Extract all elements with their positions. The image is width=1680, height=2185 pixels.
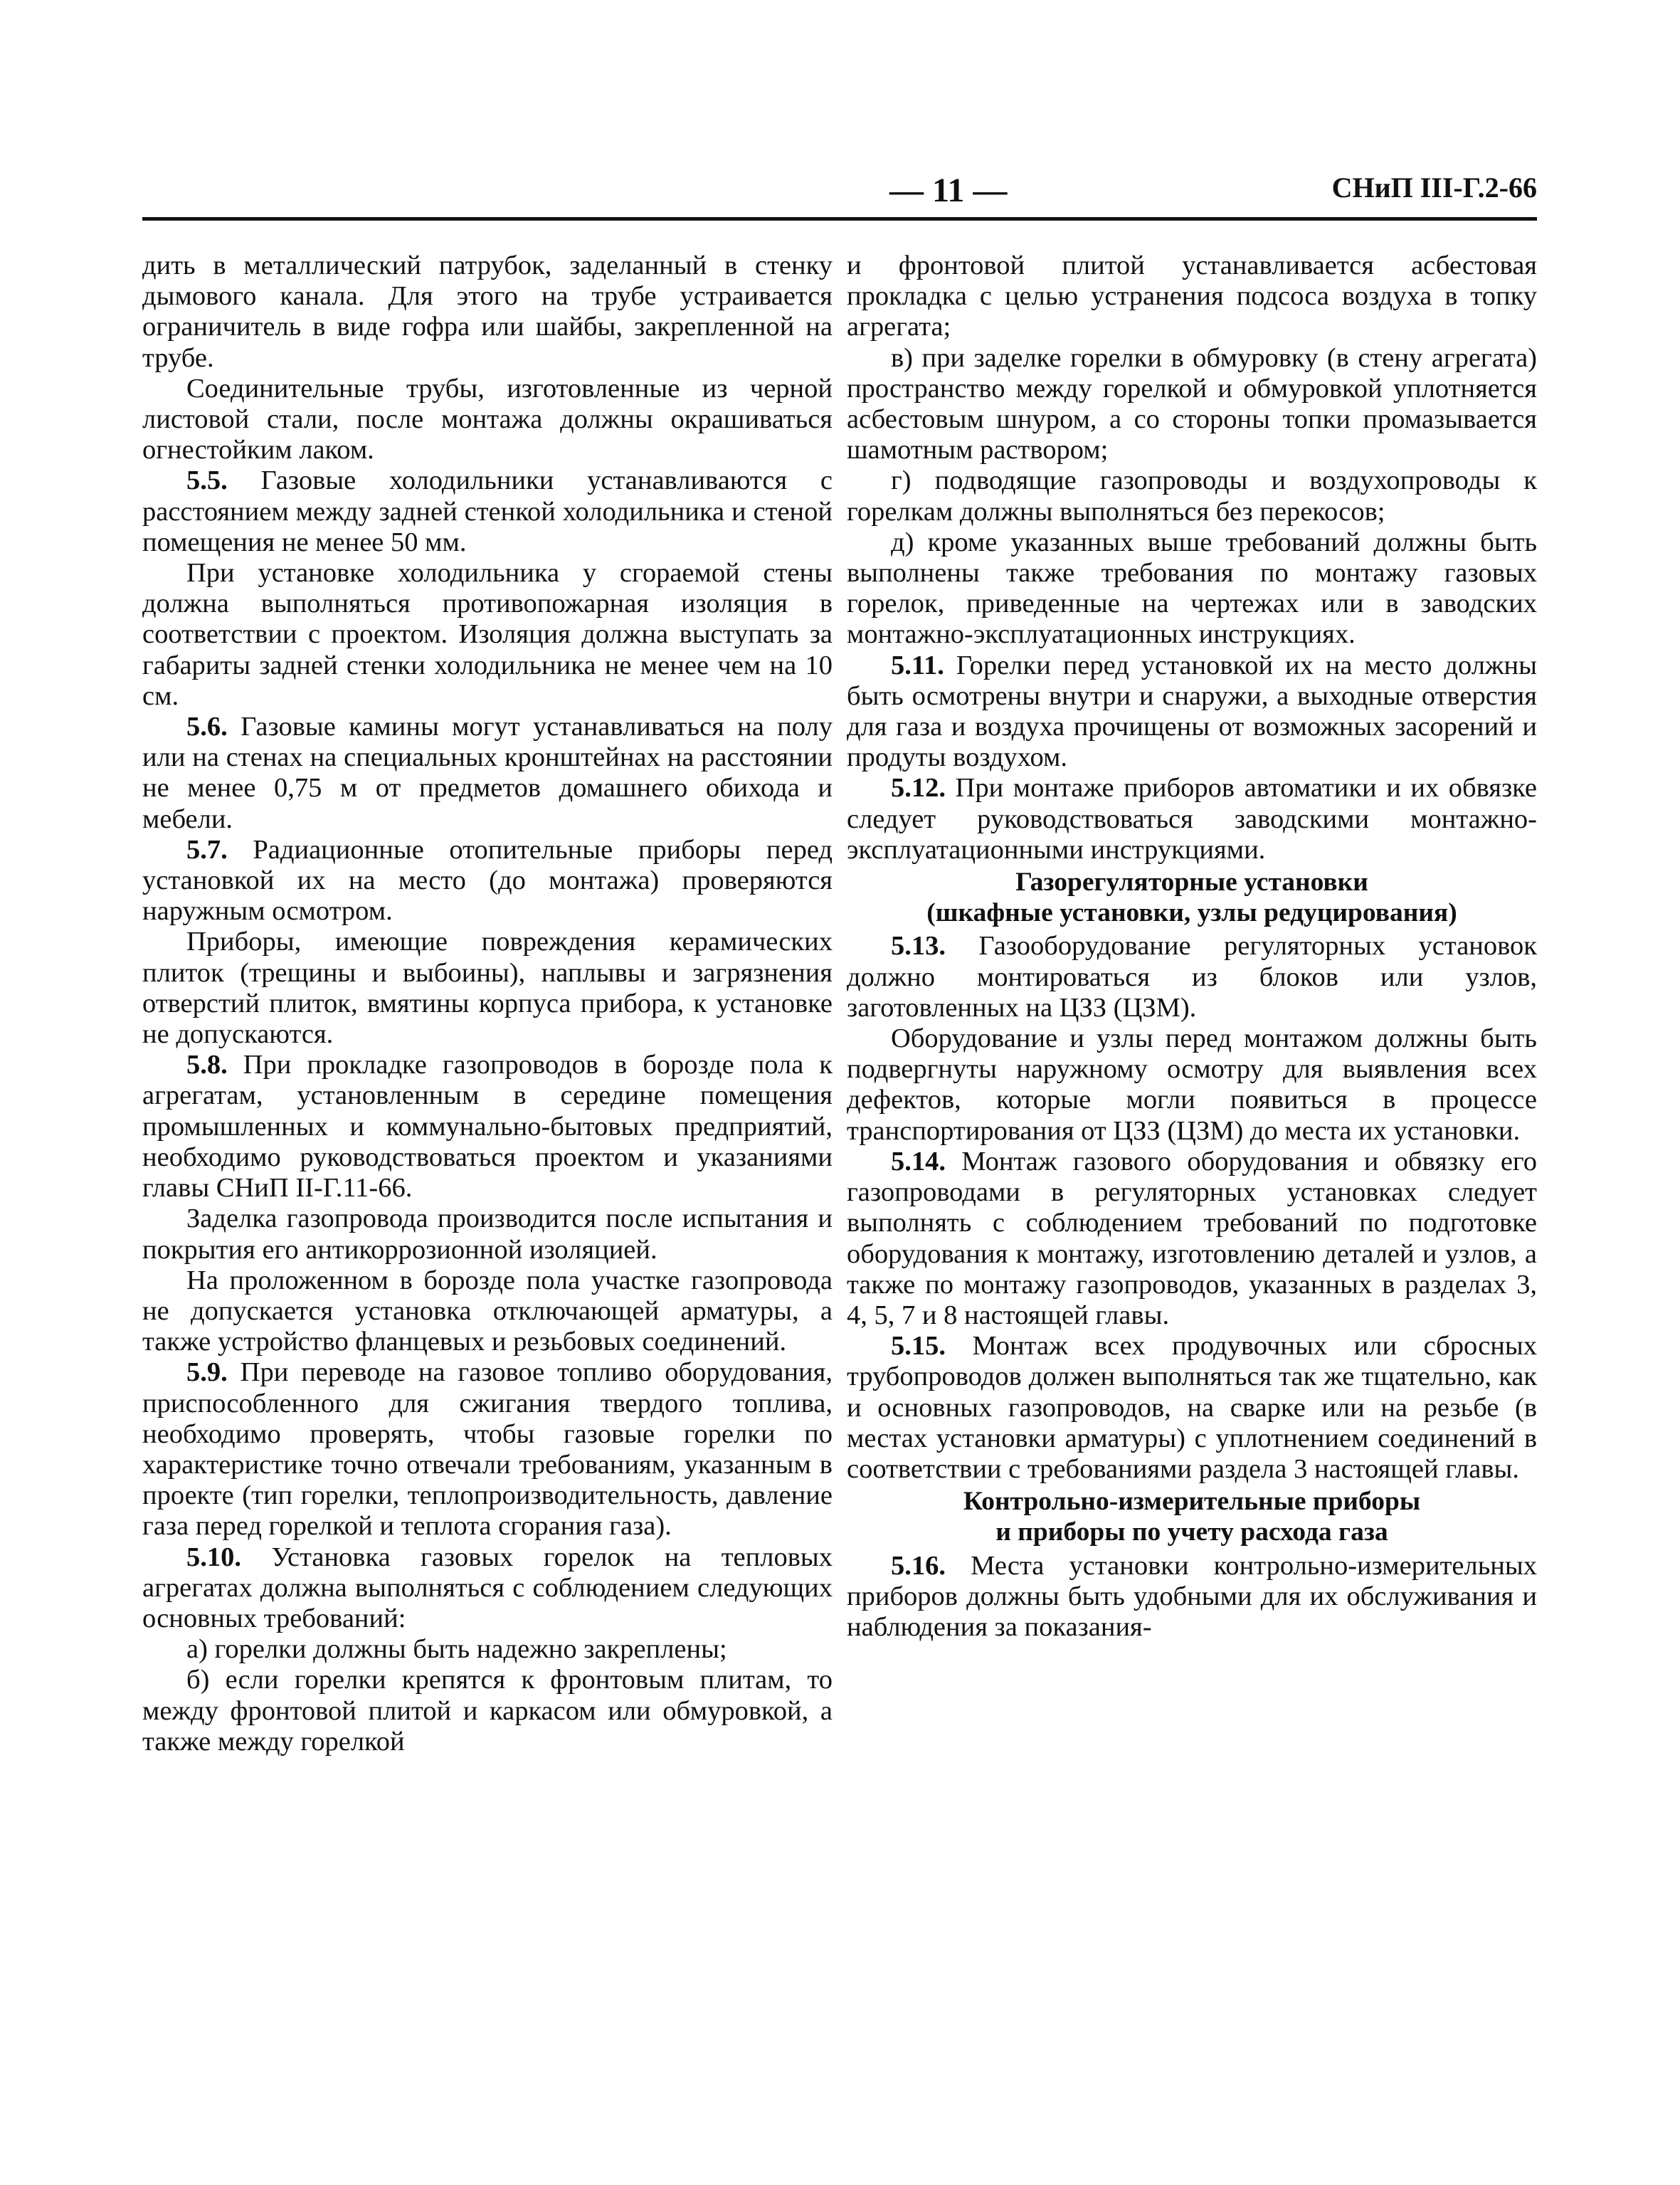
section-heading-line: Контрольно-измерительные приборы — [963, 1487, 1421, 1517]
paragraph — [847, 251, 1537, 343]
paragraph — [142, 1204, 833, 1265]
clause-number: 5.12. — [891, 773, 946, 804]
numbered-clause — [847, 773, 1537, 865]
paragraph-text: Соединительные трубы, изготовленные из черной листовой стали, после монтажа должны окрашиваться огнестойким лаком. — [142, 373, 833, 465]
paragraph — [142, 374, 833, 466]
paragraph — [142, 1665, 833, 1757]
clause-number: 5.7. — [186, 834, 228, 865]
right-column — [847, 251, 1537, 1643]
numbered-clause — [142, 1542, 833, 1635]
section-heading-line: Газорегуляторные установки — [1015, 868, 1368, 897]
clause-number: 5.9. — [186, 1357, 228, 1388]
paragraph-text: Приборы, имеющие повреждения керамических плиток (трещины и выбоины), наплывы и загрязнения отверстий плиток, вмятины корпуса прибора, к установке не допускаются. — [142, 927, 833, 1050]
paragraph-text: д) кроме указанных выше требований должны быть выполнены также требования по монтажу газовых горелок, приведенные на чертежах или в заводских монтажно-эксплуатационных инструкциях. — [847, 527, 1537, 650]
paragraph-text: На проложенном в борозде пола участке газопровода не допускается установка отключающей арматуры, а также устройство фланцевых и резьбовых соединений. — [142, 1265, 833, 1357]
paragraph — [142, 251, 833, 374]
paragraph-text: г) подводящие газопроводы и воздухопроводы к горелкам должны выполняться без перекосов; — [847, 465, 1537, 527]
section-heading-line: и приборы по учету расхода газа — [995, 1517, 1388, 1547]
numbered-clause — [142, 1050, 833, 1204]
paragraph-text: При прокладке газопроводов в борозде пола к агрегатам, установленным в середине помещения промышленных и коммунально-бытовых предприятий, необходимо руководствоваться проектом и указаниями главы СНиП II-Г.11-66. — [142, 1050, 833, 1204]
paragraph-text: Установка газовых горелок на тепловых агрегатах должна выполняться с соблюдением следующих основных требований: — [142, 1542, 833, 1633]
paragraph — [142, 1265, 833, 1358]
paragraph-text: При монтаже приборов автоматики и их обвязке следует руководствоваться заводскими монтажно-эксплуатационными инструкциями. — [847, 773, 1538, 865]
section-heading — [847, 1486, 1537, 1547]
clause-number: 5.13. — [891, 931, 946, 962]
paragraph-text: б) если горелки крепятся к фронтовым плитам, то между фронтовой плитой и каркасом или обмуровкой, а также между горелкой — [142, 1665, 833, 1757]
paragraph-text: Газовые холодильники устанавливаются с расстоянием между задней стенкой холодильника и стеной помещения не менее 50 мм. — [142, 465, 833, 557]
numbered-clause — [142, 1357, 833, 1542]
clause-number: 5.14. — [891, 1146, 946, 1176]
paragraph-text: Оборудование и узлы перед монтажом должны быть подвергнуты наружному осмотру для выявления всех дефектов, которые могли появиться в процессе транспортирования от ЦЗЗ (ЦЗМ) до места их установки. — [847, 1023, 1537, 1146]
paragraph — [142, 927, 833, 1050]
section-heading — [847, 867, 1537, 928]
paragraph — [847, 1023, 1537, 1147]
left-column — [142, 251, 833, 1757]
paragraph — [847, 465, 1537, 527]
paragraph-text: При переводе на газовое топливо оборудования, приспособленного для сжигания твердого топлива, необходимо проверять, чтобы газовые горелки по характеристике точно отвечали требованиям, указанным в проекте (тип горелки, теплопроизводительность, давление газа перед горелкой и теплота сгорания газа). — [142, 1357, 833, 1542]
document-code: СНиП III-Г.2-66 — [1331, 172, 1537, 204]
paragraph-text: Заделка газопровода производится после испытания и покрытия его антикоррозионной изоляцией. — [142, 1204, 833, 1265]
paragraph-text: дить в металлический патрубок, заделанный в стенку дымового канала. Для этого на трубе устраивается ограничитель в виде гофра или шайбы, закрепленной на трубе. — [142, 251, 833, 373]
numbered-clause — [847, 1331, 1537, 1485]
paragraph — [142, 558, 833, 712]
paragraph-text: Газооборудование регуляторных установок должно монтироваться из блоков или узлов, заготовленных на ЦЗЗ (ЦЗМ). — [847, 931, 1538, 1023]
clause-number: 5.8. — [186, 1050, 228, 1080]
paragraph-text: в) при заделке горелки в обмуровку (в стену агрегата) пространство между горелкой и обмуровкой уплотняется асбестовым шнуром, а со стороны топки промазывается шамотным раствором; — [847, 342, 1537, 465]
clause-number: 5.16. — [891, 1550, 946, 1581]
numbered-clause — [142, 712, 833, 835]
paragraph-text: Монтаж всех продувочных или сбросных трубопроводов должен выполняться так же тщательно, как и основных газопроводов, на сварке или на резьбе (в местах установки арматуры) с уплотнением соединений в соответствии с требованиями раздела 3 настоящей главы. — [847, 1331, 1538, 1484]
section-heading-line: (шкафные установки, узлы редуцирования) — [926, 898, 1457, 928]
clause-number: 5.11. — [891, 650, 944, 680]
paragraph-text: Монтаж газового оборудования и обвязку его газопроводами в регуляторных установках следует выполнять с соблюдением требований по подготовке оборудования к монтажу, изготовлению деталей и узлов, а также по монтажу газопроводов, указанных в разделах 3, 4, 5, 7 и 8 настоящей главы. — [847, 1146, 1538, 1330]
paragraph — [847, 527, 1537, 651]
paragraph-text: Газовые камины могут устанавливаться на полу или на стенах на специальных кронштейнах на расстоянии не менее 0,75 м от предметов домашнего обихода и мебели. — [142, 712, 833, 834]
paragraph-text: и фронтовой плитой устанавливается асбестовая прокладка с целью устранения подсоса воздуха в топку агрегата; — [847, 251, 1537, 342]
paragraph-text: Радиационные отопительные приборы перед установкой их на место (до монтажа) проверяются наружным осмотром. — [142, 834, 833, 927]
clause-number: 5.5. — [186, 465, 228, 496]
clause-number: 5.6. — [186, 712, 228, 742]
numbered-clause — [142, 465, 833, 558]
numbered-clause — [847, 931, 1537, 1023]
numbered-clause — [847, 651, 1537, 774]
page-number: — 11 — — [889, 172, 1008, 209]
clause-number: 5.15. — [891, 1331, 946, 1362]
paragraph — [847, 343, 1537, 466]
numbered-clause — [847, 1551, 1537, 1643]
paragraph-text: Горелки перед установкой их на место должны быть осмотрены внутри и снаружи, а выходные отверстия для газа и воздуха прочищены от возможных засорений и продуты воздухом. — [847, 650, 1537, 773]
header-divider — [142, 217, 1537, 221]
paragraph-text: При установке холодильника у сгораемой стены должна выполняться противопожарная изоляция в соответствии с проектом. Изоляция должна выступать за габариты задней стенки холодильника не менее чем на 10 см. — [142, 558, 833, 711]
numbered-clause — [847, 1147, 1537, 1331]
paragraph-text: Места установки контрольно-измерительных приборов должны быть удобными для их обслуживания и наблюдения за показания- — [847, 1550, 1537, 1642]
paragraph-text: а) горелки должны быть надежно закреплены; — [186, 1634, 727, 1665]
paragraph — [142, 1634, 833, 1665]
page-header — [142, 171, 1537, 216]
numbered-clause — [142, 835, 833, 927]
clause-number: 5.10. — [186, 1542, 241, 1572]
